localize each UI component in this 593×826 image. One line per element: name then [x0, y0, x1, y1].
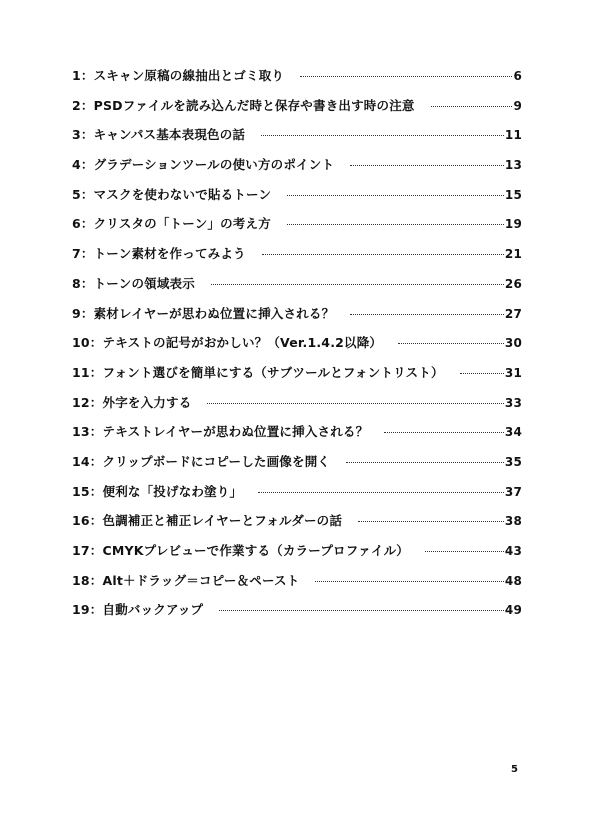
dot-leader — [258, 492, 504, 493]
toc-entry[interactable] — [72, 185, 522, 215]
toc-entry[interactable] — [72, 541, 522, 571]
entry-title: 14：クリップボードにコピーした画像を開く — [72, 453, 331, 469]
toc-entry[interactable] — [72, 452, 522, 482]
entry-title: 3：キャンパス基本表現色の話 — [72, 127, 246, 143]
entry-title: 10：テキストの記号がおかしい？（Ver.1.4.2以降） — [72, 335, 383, 351]
toc-entry[interactable] — [72, 511, 522, 541]
toc-entry[interactable] — [72, 482, 522, 512]
entry-title: 19：自動バックアップ — [72, 602, 204, 618]
entry-title: 16：色調補正と補正レイヤーとフォルダーの話 — [72, 513, 343, 529]
dot-leader — [425, 551, 504, 552]
entry-title: 17：CMYKプレビューで作業する（カラープロファイル） — [72, 543, 409, 558]
dot-leader — [346, 462, 504, 463]
entry-title: 9：素材レイヤーが思わぬ位置に挿入される？ — [72, 305, 335, 321]
entry-title: 6：クリスタの「トーン」の考え方 — [72, 216, 271, 232]
entry-page-number: 38 — [504, 514, 522, 529]
toc-entry[interactable] — [72, 125, 522, 155]
entry-page-number: 33 — [504, 395, 522, 410]
entry-title: 13：テキストレイヤーが思わぬ位置に挿入される？ — [72, 424, 369, 440]
toc-entry[interactable] — [72, 214, 522, 244]
entry-page-number: 31 — [504, 365, 522, 380]
toc-entry[interactable] — [72, 96, 522, 126]
entry-title: 8：トーンの領域表示 — [72, 275, 195, 291]
entry-page-number: 9 — [513, 98, 522, 113]
dot-leader — [398, 343, 504, 344]
entry-page-number: 30 — [504, 336, 522, 351]
entry-page-number: 19 — [504, 217, 522, 232]
dot-leader — [287, 224, 504, 225]
entry-title: 18：Alt＋ドラッグ＝コピー＆ペースト — [72, 572, 300, 588]
dot-leader — [431, 106, 513, 107]
entry-title: 5：マスクを使わないで貼るトーン — [72, 186, 272, 202]
entry-page-number: 48 — [504, 573, 522, 588]
toc-entry[interactable] — [72, 304, 522, 334]
entry-title: 1：スキャン原稿の線抽出とゴミ取り — [72, 68, 285, 83]
toc-entry[interactable] — [72, 600, 522, 630]
entry-page-number: 49 — [504, 603, 522, 618]
entry-title: 4：グラデーションツールの使い方のポイント — [72, 157, 335, 173]
dot-leader — [262, 254, 504, 255]
toc-entry[interactable] — [72, 333, 522, 363]
dot-leader — [315, 581, 503, 582]
entry-page-number: 6 — [513, 69, 522, 83]
entry-page-number: 13 — [504, 158, 522, 173]
toc-entry[interactable] — [72, 274, 522, 304]
entry-page-number: 35 — [504, 454, 522, 469]
toc-entry[interactable] — [72, 363, 522, 393]
entry-page-number: 26 — [504, 276, 522, 291]
toc-entry[interactable] — [72, 66, 522, 96]
dot-leader — [350, 165, 504, 166]
dot-leader — [287, 195, 504, 196]
dot-leader — [207, 403, 503, 404]
entry-title: 12：外字を入力する — [72, 394, 192, 410]
entry-title: 15：便利な「投げなわ塗り」 — [72, 483, 243, 499]
dot-leader — [300, 76, 512, 77]
entry-page-number: 15 — [504, 187, 522, 202]
toc-entry[interactable] — [72, 244, 522, 274]
dot-leader — [460, 373, 504, 374]
toc-entry[interactable] — [72, 155, 522, 185]
toc-entry[interactable] — [72, 422, 522, 452]
entry-page-number: 11 — [504, 128, 522, 143]
toc-entry[interactable] — [72, 571, 522, 601]
toc-entry[interactable] — [72, 393, 522, 423]
page-number: 5 — [511, 764, 518, 775]
entry-page-number: 34 — [504, 425, 522, 440]
entry-page-number: 43 — [504, 544, 522, 558]
entry-page-number: 21 — [504, 247, 522, 262]
entry-title: 7：トーン素材を作ってみよう — [72, 246, 246, 262]
table-of-contents — [72, 66, 522, 630]
entry-page-number: 27 — [504, 306, 522, 321]
dot-leader — [261, 135, 504, 136]
dot-leader — [219, 610, 504, 611]
entry-page-number: 37 — [504, 484, 522, 499]
dot-leader — [211, 284, 504, 285]
entry-title: 2：PSDファイルを読み込んだ時と保存や書き出す時の注意 — [72, 97, 415, 113]
dot-leader — [358, 521, 504, 522]
entry-title: 11：フォント選びを簡単にする（サブツールとフォントリスト） — [72, 364, 444, 380]
dot-leader — [384, 432, 504, 433]
dot-leader — [350, 314, 504, 315]
